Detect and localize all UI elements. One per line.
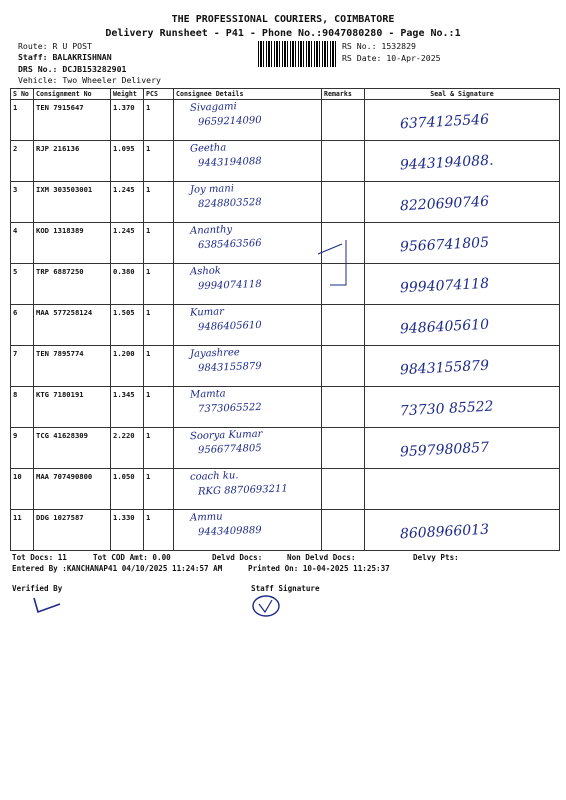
pcs-cell: 1 <box>144 223 174 264</box>
remarks-cell <box>322 428 365 469</box>
consignee-phone-handwritten: RKG 8870693211 <box>197 483 288 498</box>
receiver-signature-handwritten: 6374125546 <box>399 111 490 133</box>
total-docs: Tot Docs: 11 <box>12 553 67 562</box>
pcs-cell: 1 <box>144 305 174 346</box>
consignment-cell: KTG 7180191 <box>34 387 111 428</box>
remarks-cell <box>322 182 365 223</box>
consignee-name-handwritten: Geetha <box>189 142 227 155</box>
entered-by: Entered By :KANCHANAP41 04/10/2025 11:24:57 AM <box>12 564 223 573</box>
rs-no: RS No.: 1532829 <box>342 41 416 51</box>
weight-cell: 1.345 <box>111 387 144 428</box>
receiver-signature-handwritten: 9566741805 <box>399 234 490 256</box>
receiver-signature-handwritten: 8220690746 <box>399 193 490 215</box>
column-header: Remarks <box>322 89 365 100</box>
remarks-cell <box>322 387 365 428</box>
consignment-cell: MAA 577258124 <box>34 305 111 346</box>
receiver-signature-handwritten: 9597980857 <box>399 439 490 461</box>
total-cod: Tot COD Amt: 0.00 <box>93 553 171 562</box>
pcs-cell: 1 <box>144 387 174 428</box>
sno-cell: 9 <box>11 428 34 469</box>
remarks-cell <box>322 141 365 182</box>
consignee-name-handwritten: Ananthy <box>189 224 233 237</box>
remarks-cell <box>322 346 365 387</box>
staff-label: Staff: BALAKRISHNAN <box>18 52 112 62</box>
weight-cell: 1.245 <box>111 182 144 223</box>
remarks-cell <box>322 264 365 305</box>
sno-cell: 8 <box>11 387 34 428</box>
barcode <box>258 41 336 67</box>
consignment-cell: TEN 7915647 <box>34 100 111 141</box>
receiver-signature-handwritten: 8608966013 <box>399 521 490 543</box>
consignee-phone-handwritten: 6385463566 <box>197 237 262 252</box>
weight-cell: 1.200 <box>111 346 144 387</box>
consignee-phone-handwritten: 9843155879 <box>197 360 262 375</box>
column-header: Consignment No <box>34 89 111 100</box>
runsheet-title: Delivery Runsheet - P41 - Phone No.:9047080280 - Page No.:1 <box>105 28 461 39</box>
consignee-name-handwritten: Jayashree <box>189 347 240 360</box>
column-header: Weight <box>111 89 144 100</box>
receiver-signature-handwritten: 73730 85522 <box>399 398 494 420</box>
receiver-signature-handwritten: 9486405610 <box>399 316 490 338</box>
sno-cell: 10 <box>11 469 34 510</box>
consignee-name-handwritten: Ashok <box>189 265 222 278</box>
pcs-cell: 1 <box>144 264 174 305</box>
vehicle-label: Vehicle: Two Wheeler Delivery <box>18 75 161 85</box>
remarks-cell <box>322 223 365 264</box>
weight-cell: 1.330 <box>111 510 144 551</box>
pcs-cell: 1 <box>144 428 174 469</box>
consignee-phone-handwritten: 8248803528 <box>197 196 262 211</box>
column-header: PCS <box>144 89 174 100</box>
consignee-name-handwritten: Sivagami <box>189 101 237 114</box>
weight-cell: 1.095 <box>111 141 144 182</box>
consignee-phone-handwritten: 9994074118 <box>197 278 262 293</box>
consignment-cell: IXM 303503001 <box>34 182 111 223</box>
consignee-name-handwritten: Kumar <box>189 306 225 319</box>
consignee-name-handwritten: Joy mani <box>189 183 235 196</box>
consignee-phone-handwritten: 7373065522 <box>197 401 262 416</box>
consignment-cell: KOD 1318389 <box>34 223 111 264</box>
table-header-row <box>11 89 560 100</box>
pcs-cell: 1 <box>144 182 174 223</box>
drs-label: DRS No.: DCJB153282901 <box>18 64 127 74</box>
company-title: THE PROFESSIONAL COURIERS, COIMBATORE <box>171 14 395 25</box>
consignee-phone-handwritten: 9486405610 <box>197 319 262 334</box>
consignee-name-handwritten: Mamta <box>189 388 226 401</box>
sno-cell: 11 <box>11 510 34 551</box>
staff-signature-label: Staff Signature <box>251 584 320 593</box>
consignment-cell: MAA 707490800 <box>34 469 111 510</box>
pcs-cell: 1 <box>144 510 174 551</box>
sno-cell: 6 <box>11 305 34 346</box>
weight-cell: 1.505 <box>111 305 144 346</box>
weight-cell: 1.050 <box>111 469 144 510</box>
sno-cell: 7 <box>11 346 34 387</box>
consignee-name-handwritten: coach ku. <box>189 470 239 483</box>
consignee-phone-handwritten: 9659214090 <box>197 114 262 129</box>
weight-cell: 1.245 <box>111 223 144 264</box>
verified-by-label: Verified By <box>12 584 63 593</box>
receiver-signature-handwritten: 9994074118 <box>399 275 490 297</box>
consignment-cell: TRP 6887250 <box>34 264 111 305</box>
weight-cell: 1.370 <box>111 100 144 141</box>
weight-cell: 2.220 <box>111 428 144 469</box>
sno-cell: 1 <box>11 100 34 141</box>
staff-signature-check <box>259 600 272 612</box>
consignee-name-handwritten: Soorya Kumar <box>189 428 263 443</box>
consignee-name-handwritten: Ammu <box>189 511 223 524</box>
consignment-cell: TEN 7895774 <box>34 346 111 387</box>
staff-signature-mark <box>253 596 279 616</box>
pcs-cell: 1 <box>144 469 174 510</box>
weight-cell: 0.380 <box>111 264 144 305</box>
route-label: Route: R U POST <box>18 41 92 51</box>
sno-cell: 5 <box>11 264 34 305</box>
consignee-phone-handwritten: 9443409889 <box>197 524 262 539</box>
pcs-cell: 1 <box>144 141 174 182</box>
remarks-cell <box>322 305 365 346</box>
non-delivered-docs: Non Delvd Docs: <box>287 553 356 562</box>
consignment-cell: TCG 41628309 <box>34 428 111 469</box>
column-header: Consignee Details <box>174 89 322 100</box>
receiver-signature-handwritten: 9843155879 <box>399 357 490 379</box>
pcs-cell: 1 <box>144 100 174 141</box>
receiver-signature-handwritten: 9443194088. <box>399 152 494 174</box>
rs-date: RS Date: 10-Apr-2025 <box>342 53 441 63</box>
remarks-cell <box>322 469 365 510</box>
delivery-points: Delvy Pts: <box>413 553 459 562</box>
verified-signature-mark <box>34 598 60 612</box>
pcs-cell: 1 <box>144 346 174 387</box>
delivered-docs: Delvd Docs: <box>212 553 263 562</box>
consignment-cell: DDG 1027587 <box>34 510 111 551</box>
signature-cell <box>365 469 560 510</box>
consignee-phone-handwritten: 9443194088 <box>197 155 262 170</box>
consignment-cell: RJP 216136 <box>34 141 111 182</box>
sno-cell: 4 <box>11 223 34 264</box>
remarks-cell <box>322 510 365 551</box>
sno-cell: 2 <box>11 141 34 182</box>
column-header: Seal & Signature <box>365 89 560 100</box>
remarks-cell <box>322 100 365 141</box>
printed-on: Printed On: 10-04-2025 11:25:37 <box>248 564 390 573</box>
consignee-phone-handwritten: 9566774805 <box>197 442 262 457</box>
sno-cell: 3 <box>11 182 34 223</box>
column-header: S No <box>11 89 34 100</box>
